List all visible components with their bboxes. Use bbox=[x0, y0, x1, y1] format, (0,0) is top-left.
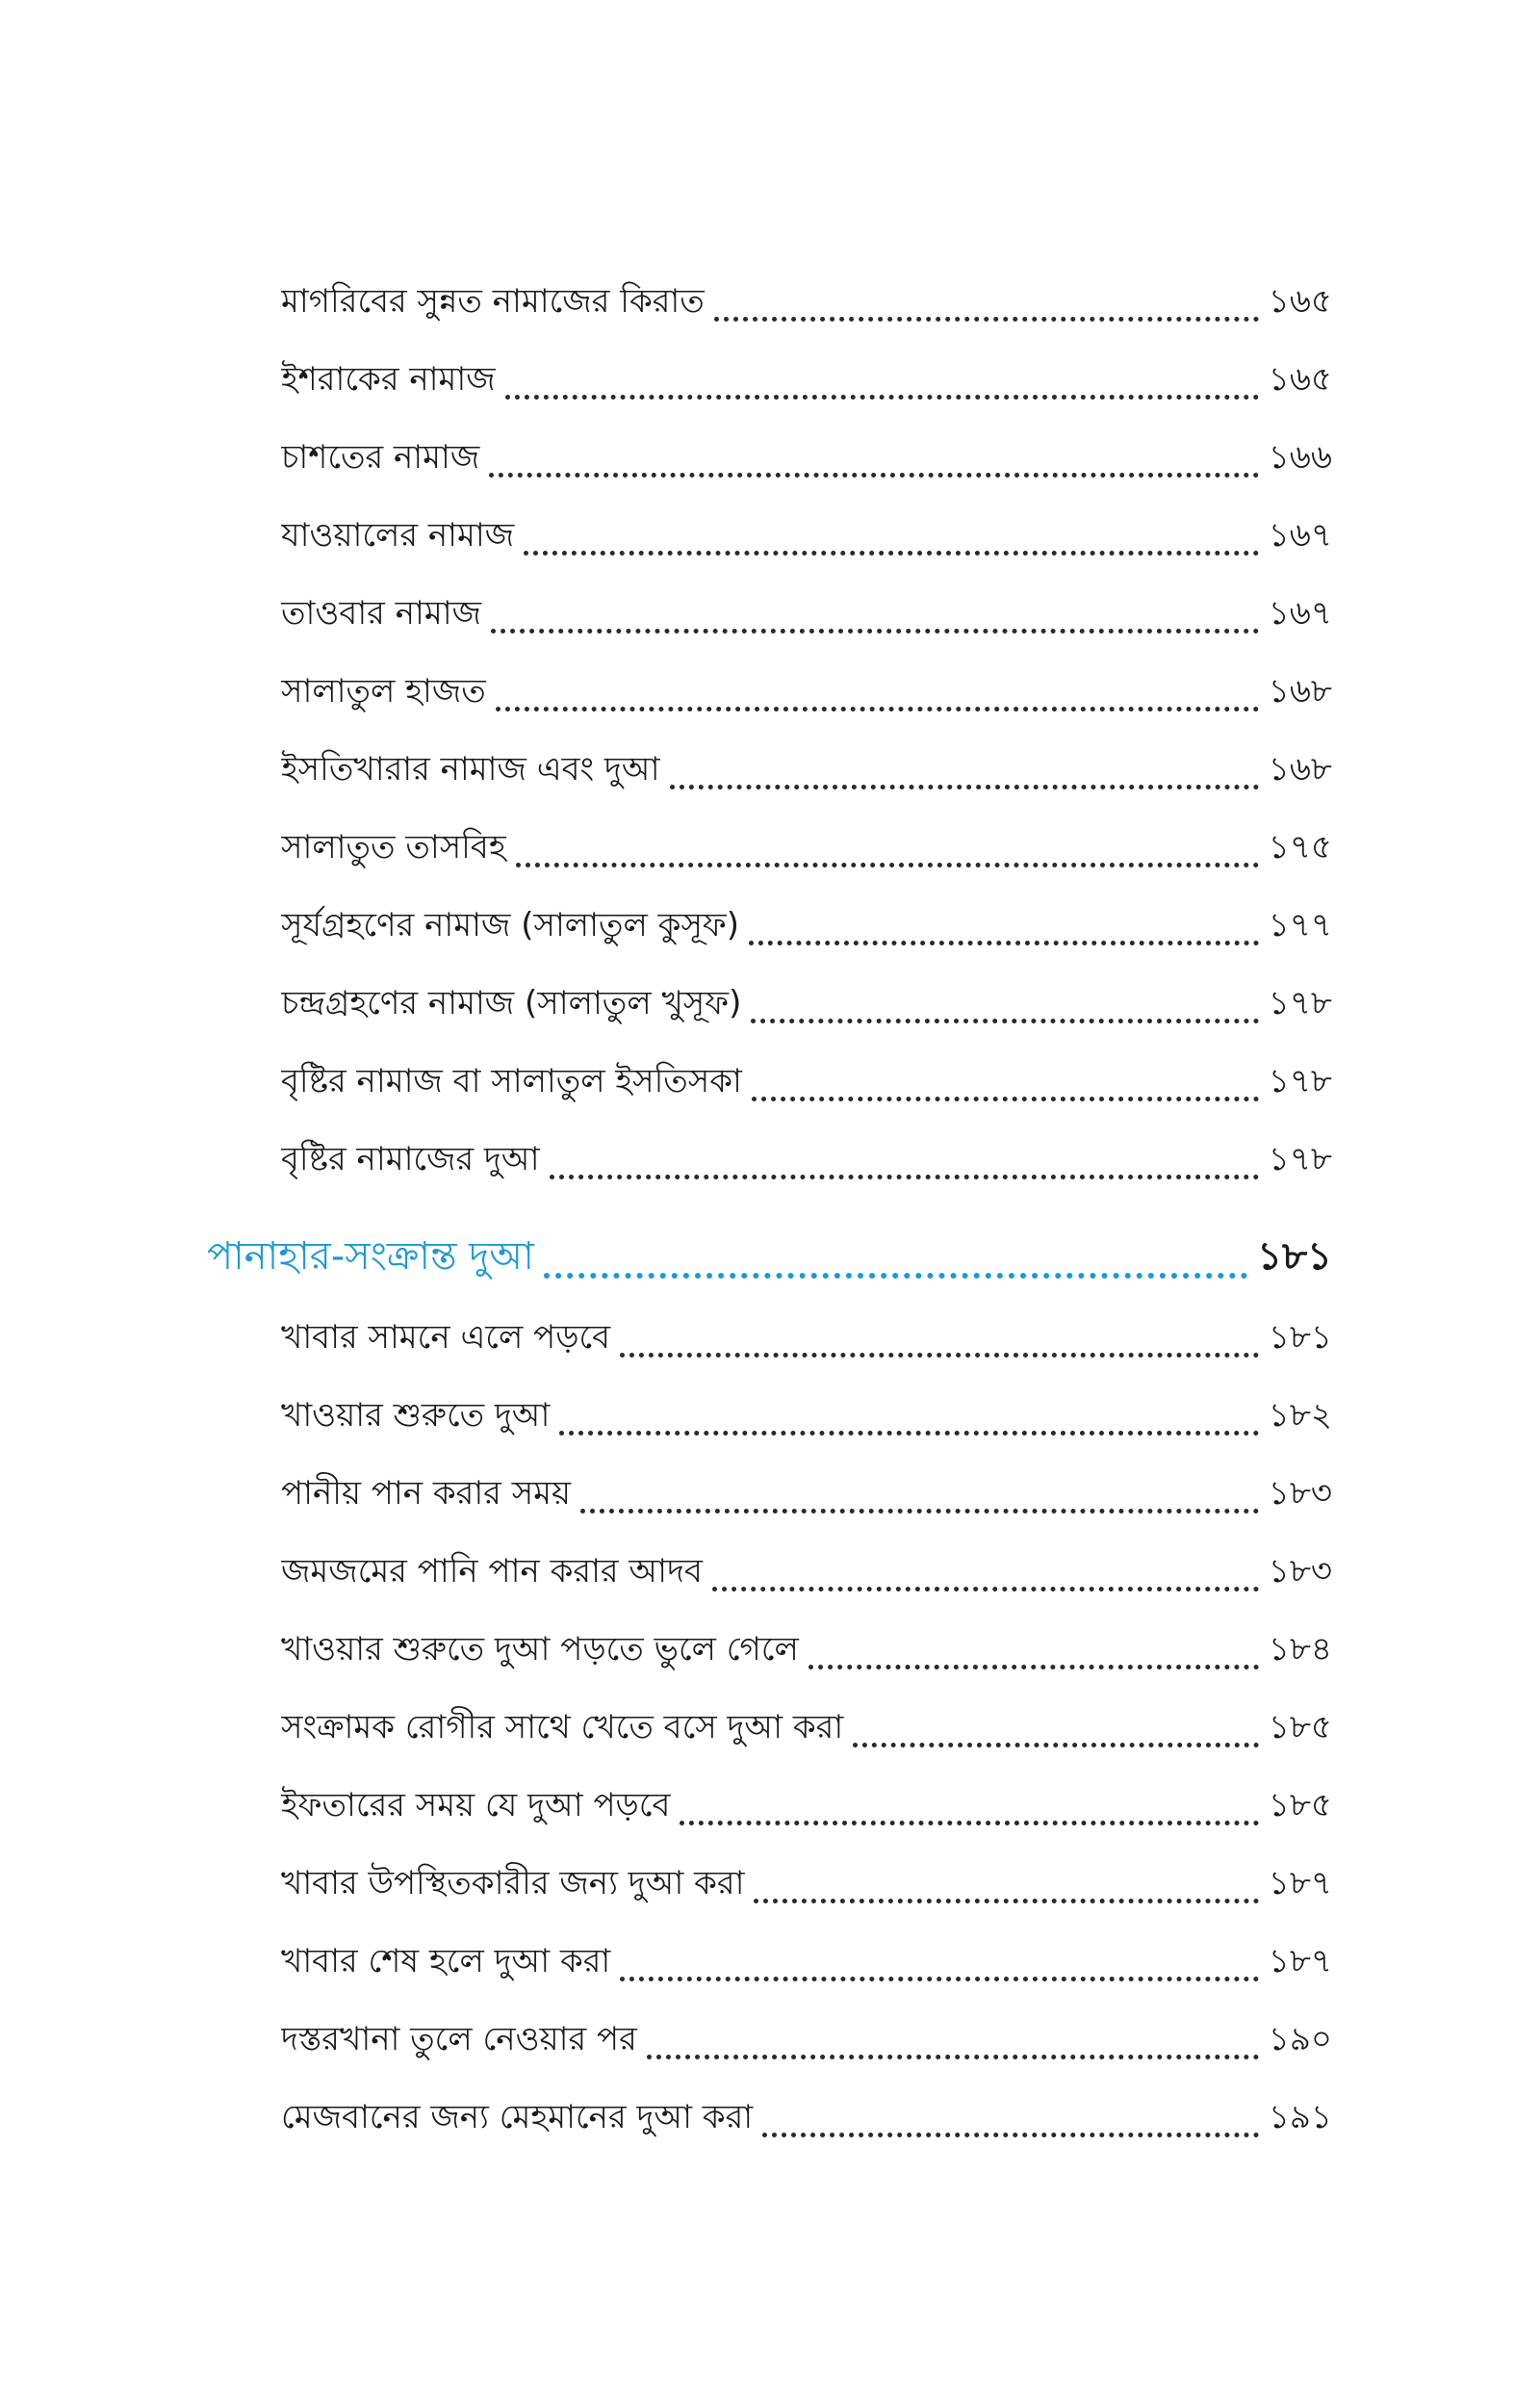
dot-leader bbox=[620, 1353, 1259, 1358]
toc-entry[interactable] bbox=[281, 971, 1332, 1039]
dot-leader bbox=[516, 863, 1259, 867]
dot-leader bbox=[853, 1743, 1259, 1747]
toc-entry-title: খাওয়ার শুরুতে দুআ পড়তে ভুলে গেলে bbox=[281, 1630, 799, 1669]
toc-entry-title: সংক্রামক রোগীর সাথে খেতে বসে দুআ করা bbox=[281, 1708, 844, 1747]
toc-entry-page: ১৬৮ bbox=[1268, 750, 1332, 789]
toc-entry-title: খাবার উপস্থিতকারীর জন্য দুআ করা bbox=[281, 1864, 745, 1902]
toc-entry[interactable] bbox=[281, 348, 1332, 415]
dot-leader bbox=[680, 1821, 1258, 1825]
dot-leader bbox=[670, 785, 1259, 789]
toc-entry-title: চাশতের নামাজ bbox=[281, 438, 480, 477]
toc-entry-page: ১৮৩ bbox=[1268, 1474, 1332, 1513]
toc-entry-page: ১৮৪ bbox=[1268, 1630, 1332, 1669]
toc-entry-title: ইফতারের সময় যে দুআ পড়বে bbox=[281, 1786, 671, 1825]
toc-entry-page: ১৭৮ bbox=[1268, 984, 1332, 1022]
toc-entry[interactable] bbox=[281, 1306, 1332, 1373]
toc-entry[interactable] bbox=[281, 738, 1332, 805]
toc-entry-page: ১৮৭ bbox=[1268, 1942, 1332, 1980]
dot-leader bbox=[491, 629, 1259, 634]
toc-entry[interactable] bbox=[281, 815, 1332, 883]
toc-entry-page: ১৮৫ bbox=[1268, 1708, 1332, 1747]
dot-leader bbox=[752, 1097, 1259, 1101]
dot-leader bbox=[544, 1273, 1247, 1279]
toc-entry[interactable] bbox=[281, 893, 1332, 961]
toc-entry-page: ১৭৮ bbox=[1268, 1062, 1332, 1100]
toc-entry-page: ১৯০ bbox=[1268, 2020, 1332, 2058]
dot-leader bbox=[808, 1665, 1259, 1669]
dot-leader bbox=[524, 551, 1259, 556]
toc-entry-page: ১৭৭ bbox=[1268, 906, 1332, 945]
dot-leader bbox=[647, 2055, 1259, 2059]
toc-entry-page: ১৮৩ bbox=[1268, 1552, 1332, 1591]
toc-entry-page: ১৬৫ bbox=[1268, 360, 1332, 399]
dot-leader bbox=[505, 395, 1259, 400]
dot-leader bbox=[550, 1175, 1259, 1179]
toc-entry[interactable] bbox=[281, 2007, 1332, 2075]
toc-entry-title: মেজবানের জন্য মেহমানের দুআ করা bbox=[281, 2098, 754, 2136]
toc-section-page: ১৮১ bbox=[1257, 1234, 1332, 1279]
toc-entry[interactable] bbox=[281, 1540, 1332, 1607]
dot-leader bbox=[754, 1899, 1258, 1903]
toc-entry-page: ১৮১ bbox=[1268, 1318, 1332, 1357]
toc-entry[interactable] bbox=[281, 1695, 1332, 1763]
toc-entry-title: যাওয়ালের নামাজ bbox=[281, 516, 515, 555]
toc-entry[interactable] bbox=[281, 660, 1332, 727]
toc-entry-title: সূর্যগ্রহণের নামাজ (সালাতুল কুসূফ) bbox=[281, 906, 740, 945]
toc-entry-page: ১৯১ bbox=[1268, 2098, 1332, 2136]
toc-entry[interactable] bbox=[281, 270, 1332, 337]
dot-leader bbox=[620, 1977, 1258, 1981]
toc-entry-title: জমজমের পানি পান করার আদব bbox=[281, 1552, 703, 1591]
toc-entry[interactable] bbox=[281, 1929, 1332, 1997]
toc-entry-title: ইশরাকের নামাজ bbox=[281, 360, 496, 399]
toc-entry[interactable] bbox=[281, 504, 1332, 571]
toc-entry-page: ১৮৭ bbox=[1268, 1864, 1332, 1902]
toc-entry-title: দস্তরখানা তুলে নেওয়ার পর bbox=[281, 2020, 637, 2058]
toc-entry-title: তাওবার নামাজ bbox=[281, 594, 481, 633]
dot-leader bbox=[751, 1019, 1258, 1023]
dot-leader bbox=[559, 1431, 1258, 1436]
toc-entry[interactable] bbox=[281, 1618, 1332, 1685]
toc-entry[interactable] bbox=[281, 1049, 1332, 1117]
toc-entry-page: ১৬৭ bbox=[1268, 516, 1332, 555]
toc-entry-title: বৃষ্টির নামাজ বা সালাতুল ইসতিসকা bbox=[281, 1062, 742, 1100]
toc-entry-page: ১৮৫ bbox=[1268, 1786, 1332, 1825]
toc-entry[interactable] bbox=[281, 1851, 1332, 1919]
dot-leader bbox=[580, 1509, 1259, 1514]
toc-entry[interactable] bbox=[281, 1773, 1332, 1841]
toc-entry[interactable] bbox=[281, 1384, 1332, 1451]
toc-entry-title: সালাতুল হাজত bbox=[281, 672, 486, 711]
toc-entry-page: ১৬৮ bbox=[1268, 672, 1332, 711]
toc-entry[interactable] bbox=[281, 582, 1332, 649]
dot-leader bbox=[712, 1587, 1259, 1592]
toc-entry-title: মাগরিবের সুন্নত নামাজের কিরাত bbox=[281, 282, 705, 321]
toc-entry-page: ১৬৬ bbox=[1268, 438, 1332, 477]
toc-entry[interactable] bbox=[281, 2085, 1332, 2153]
toc-entry-title: চন্দ্রগ্রহণের নামাজ (সালাতুল খুসূফ) bbox=[281, 984, 742, 1022]
dot-leader bbox=[489, 473, 1258, 478]
dot-leader bbox=[714, 317, 1259, 322]
toc-entry-page: ১৬৭ bbox=[1268, 594, 1332, 633]
toc-entry-page: ১৬৫ bbox=[1268, 282, 1332, 321]
toc-entry-page: ১৭৫ bbox=[1268, 828, 1332, 867]
toc-entry-page: ১৭৮ bbox=[1268, 1140, 1332, 1178]
dot-leader bbox=[496, 707, 1259, 712]
toc-entry-title: খাবার সামনে এলে পড়বে bbox=[281, 1318, 611, 1357]
toc-entry-title: বৃষ্টির নামাজের দুআ bbox=[281, 1140, 540, 1178]
toc-entry-title: পানীয় পান করার সময় bbox=[281, 1474, 572, 1513]
toc-entry-page: ১৮২ bbox=[1268, 1396, 1332, 1435]
toc-section-heading[interactable] bbox=[207, 1219, 1332, 1296]
dot-leader bbox=[749, 941, 1259, 945]
toc-entry-title: খাবার শেষ হলে দুআ করা bbox=[281, 1942, 611, 1980]
toc-entry[interactable] bbox=[281, 1127, 1332, 1195]
toc-entry[interactable] bbox=[281, 1462, 1332, 1529]
toc-entry-title: খাওয়ার শুরুতে দুআ bbox=[281, 1396, 551, 1435]
dot-leader bbox=[762, 2133, 1259, 2137]
toc-section-title: পানাহার-সংক্রান্ত দুআ bbox=[207, 1234, 534, 1279]
toc-entry[interactable] bbox=[281, 426, 1332, 493]
toc-entry-title: সালাতুত তাসবিহ bbox=[281, 828, 506, 867]
toc-entry-title: ইসতিখারার নামাজ এবং দুআ bbox=[281, 750, 660, 789]
